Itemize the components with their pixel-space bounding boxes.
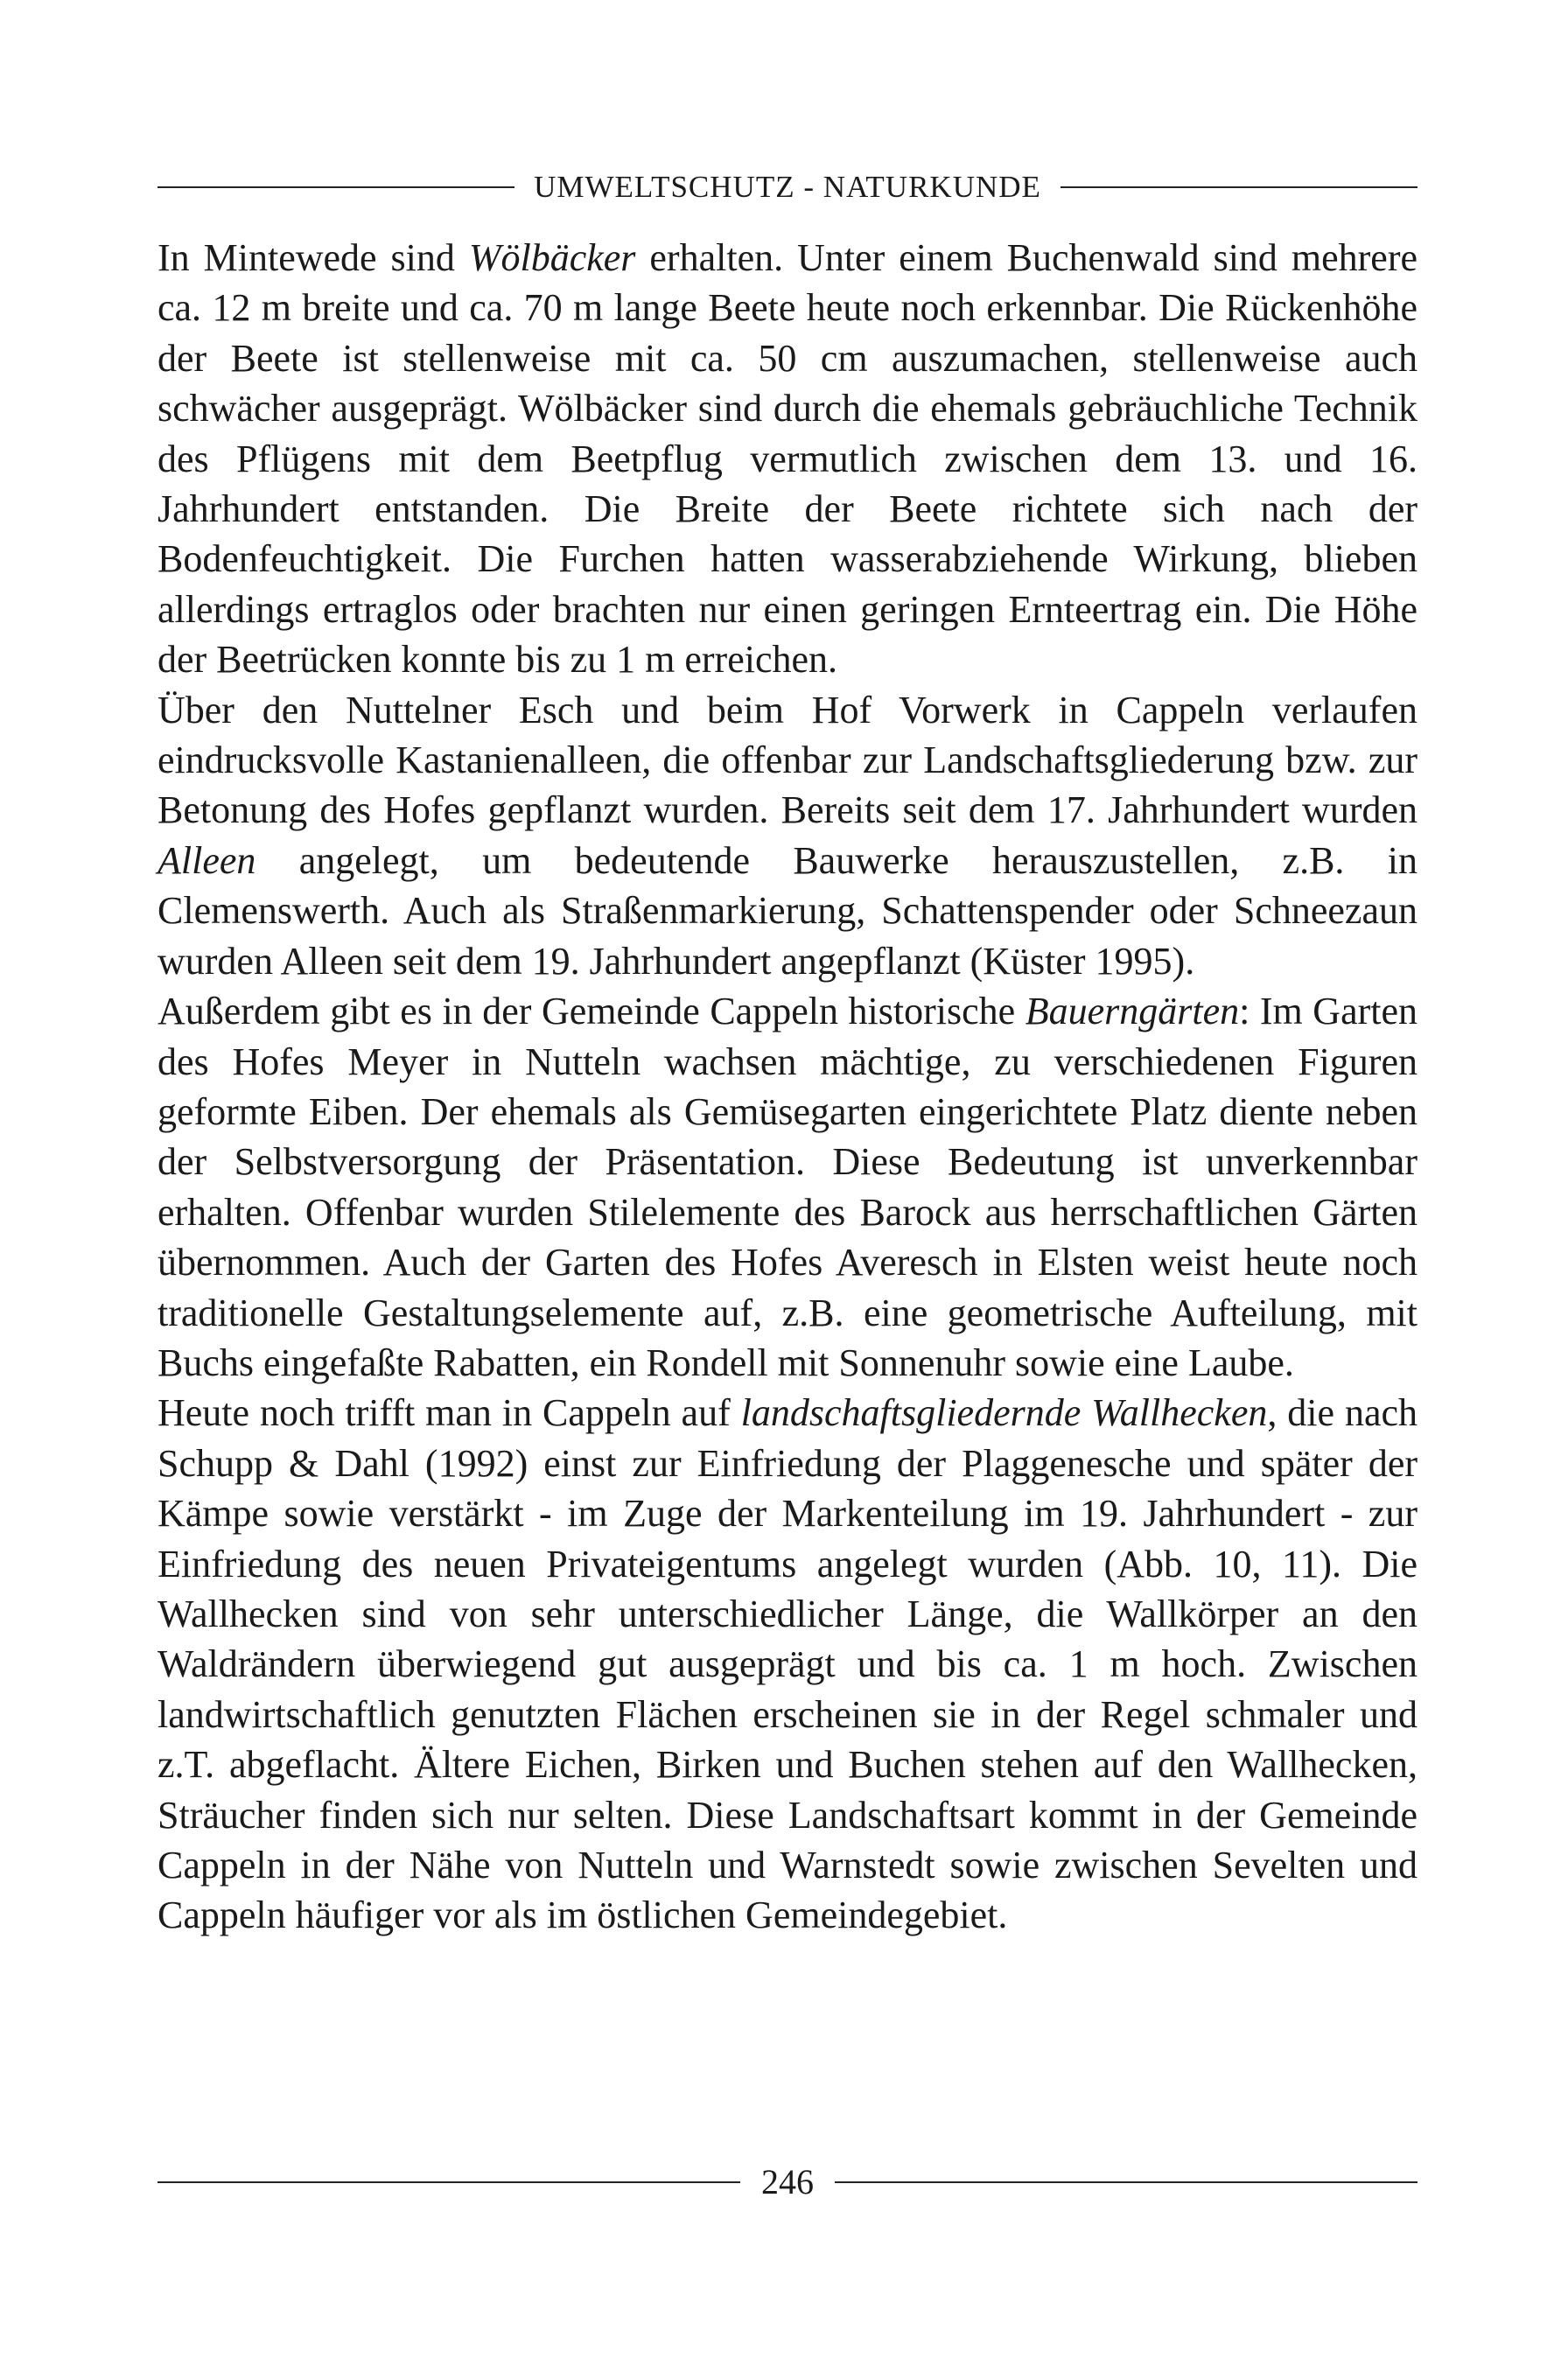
italic-term-woelbaecker: Wölbäcker xyxy=(468,236,636,279)
text-segment: Außerdem gibt es in der Gemeinde Cappeln historische xyxy=(158,990,1026,1033)
body-text xyxy=(158,233,1418,1941)
running-header xyxy=(158,170,1418,205)
italic-term-wallhecken: landschaftsgliedernde Wallhecken xyxy=(740,1391,1268,1435)
header-rule-left xyxy=(158,186,514,188)
italic-term-bauerngaerten: Bauerngärten xyxy=(1025,990,1240,1033)
footer-rule-left xyxy=(158,2181,740,2183)
text-segment: In Mintewede sind xyxy=(158,236,469,279)
paragraph-wallhecken xyxy=(158,1388,1418,1940)
page-footer xyxy=(158,2161,1418,2202)
footer-rule-right xyxy=(835,2181,1418,2183)
running-header-title: UMWELTSCHUTZ - NATURKUNDE xyxy=(534,170,1041,204)
paragraph-woelbaecker xyxy=(158,233,1418,685)
text-segment: Heute noch trifft man in Cappeln auf xyxy=(158,1391,741,1435)
header-rule-right xyxy=(1060,186,1418,188)
text-segment: erhalten. Unter einem Buchenwald sind mehrere ca. 12 m breite und ca. 70 m lange Beete heute noch erkennbar. Die Rückenhöhe der Beete ist stellenweise mit ca. 50 cm auszumachen, stellenweise auch schwächer ausgeprägt. Wölbäcker sind durch die ehemals gebräuchliche Technik des Pflügens mit dem Beetpflug vermutlich zwischen dem 13. und 16. Jahrhundert entstanden. Die Breite der Beete richtete sich nach der Bodenfeuchtigkeit. Die Furchen hatten wasserabziehende Wirkung, blieben allerdings ertraglos oder brachten nur einen geringen Ernteertrag ein. Die Höhe der Beetrücken konnte bis zu 1 m erreichen. xyxy=(158,236,1418,682)
text-segment: angelegt, um bedeutende Bauwerke herauszustellen, z.B. in Clemenswerth. Auch als Straßenmarkierung, Schattenspender oder Schneezaun wurden Alleen seit dem 19. Jahrhundert angepflanzt (Küster 1995). xyxy=(158,838,1418,983)
document-page xyxy=(158,158,1418,2292)
text-segment: : Im Garten des Hofes Meyer in Nutteln wachsen mächtige, zu verschiedenen Figuren geformte Eiben. Der ehemals als Gemüsegarten eingerichtete Platz diente neben der Selbstversorgung der Präsentation. Diese Bedeutung ist unverkennbar erhalten. Offenbar wurden Stilelemente des Barock aus herrschaftlichen Gärten übernommen. Auch der Garten des Hofes Averesch in Elsten weist heute noch traditionelle Gestaltungselemente auf, z.B. eine geometrische Aufteilung, mit Buchs eingefaßte Rabatten, ein Rondell mit Sonnenuhr sowie eine Laube. xyxy=(158,990,1418,1384)
page-number: 246 xyxy=(761,2162,814,2202)
text-segment: Über den Nuttelner Esch und beim Hof Vorwerk in Cappeln verlaufen eindrucksvolle Kastanienalleen, die offenbar zur Landschaftsgliederung bzw. zur Betonung des Hofes gepflanzt wurden. Bereits seit dem 17. Jahrhundert wurden xyxy=(158,688,1418,832)
italic-term-alleen: Alleen xyxy=(158,838,256,882)
text-segment: , die nach Schupp & Dahl (1992) einst zur Einfriedung der Plaggenesche und später der Kämpe sowie verstärkt - im Zuge der Markenteilung im 19. Jahrhundert - zur Einfriedung des neuen Privateigentums angelegt wurden (Abb. 10, 11). Die Wallhecken sind von sehr unterschiedlicher Länge, die Wallkörper an den Waldrändern überwiegend gut ausgeprägt und bis ca. 1 m hoch. Zwischen landwirtschaftlich genutzten Flächen erscheinen sie in der Regel schmaler und z.T. abgeflacht. Ältere Eichen, Birken und Buchen stehen auf den Wallhecken, Sträucher finden sich nur selten. Diese Landschaftsart kommt in der Gemeinde Cappeln in der Nähe von Nutteln und Warnstedt sowie zwischen Sevelten und Cappeln häufiger vor als im östlichen Gemeindegebiet. xyxy=(158,1391,1418,1937)
paragraph-bauerngaerten xyxy=(158,986,1418,1388)
paragraph-alleen xyxy=(158,685,1418,986)
